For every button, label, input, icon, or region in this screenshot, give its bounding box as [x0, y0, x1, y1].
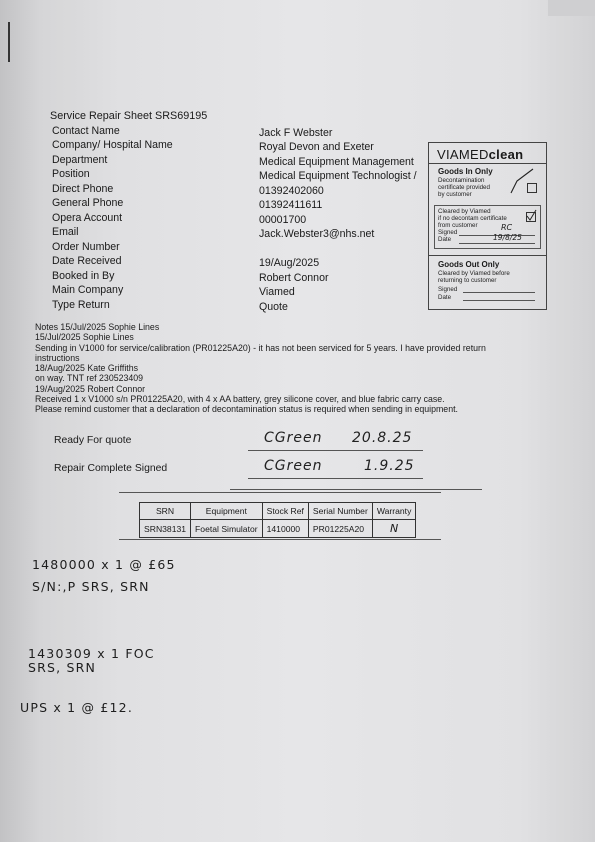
field-value: Robert Connor [259, 271, 329, 284]
table-row [140, 520, 416, 538]
divider [429, 255, 546, 256]
field-value: Jack.Webster3@nhs.net [259, 228, 375, 240]
goods-out-date-label: Date [438, 294, 452, 301]
notes-block [35, 322, 486, 415]
field-value: 01392402060 [259, 184, 324, 197]
table-cell: N [372, 520, 416, 538]
ready-for-quote-signature: CGreen [264, 430, 323, 446]
field-label: Direct Phone [52, 182, 114, 195]
divider [429, 163, 546, 164]
field-value: 19/Aug/2025 [259, 257, 320, 269]
cleared-date-label: Date [438, 236, 452, 243]
field-label: Date Received [52, 255, 122, 267]
note-line: 18/Aug/2025 Kate Griffiths [35, 363, 139, 374]
cleared-text-2: if no decontam certificate [438, 215, 507, 222]
repair-complete-signature: CGreen [264, 458, 323, 474]
cleared-text-3: from customer [438, 222, 478, 229]
note-line: on way. TNT ref 230523409 [35, 373, 144, 384]
goods-out-signed-line [463, 292, 535, 293]
binder-mark [8, 22, 10, 62]
ready-signature-line [248, 450, 423, 451]
field-value: 01392411611 [259, 199, 323, 211]
signed-date: 19/8/25 [493, 233, 522, 242]
field-label: Email [52, 226, 79, 238]
viamed-clean-box [428, 142, 547, 310]
section-rule [230, 489, 482, 490]
table-cell: PR01225A20 [308, 520, 372, 538]
goods-in-title: Goods In Only [438, 167, 493, 176]
note-line: instructions [35, 352, 80, 363]
field-label: General Phone [52, 197, 124, 209]
note-line: 19/Aug/2025 Robert Connor [35, 383, 146, 394]
table-cell: SRN38131 [140, 520, 191, 538]
field-value: Royal Devon and Exeter [259, 141, 374, 153]
signed-initials: RC [501, 223, 513, 232]
column-header: Stock Ref [262, 503, 308, 520]
field-label: Department [52, 153, 108, 166]
goods-in-text-1: Decontamination [438, 177, 485, 184]
column-header: Serial Number [308, 503, 372, 520]
goods-out-text-2: returning to customer [438, 277, 497, 284]
repair-complete-date: 1.9.25 [364, 458, 415, 474]
goods-out-date-line [463, 300, 535, 301]
goods-out-signed-label: Signed [438, 286, 458, 293]
pen-tick-mark [509, 167, 535, 197]
goods-in-text-2: certificate provided [438, 184, 490, 191]
cleared-text-1: Cleared by Viamed [438, 208, 491, 215]
table-cell: 1410000 [262, 520, 308, 538]
field-value: Medical Equipment Management [259, 155, 414, 168]
cleared-signed-label: Signed [438, 229, 458, 236]
field-label: Order Number [52, 240, 120, 253]
sheet-title: Service Repair Sheet SRS69195 [50, 110, 208, 122]
field-label: Position [52, 168, 90, 180]
note-line: Received 1 x V1000 s/n PR01225A20, with 4 x AA battery, grey silicone cover, and blue fabric carry case. [35, 394, 445, 405]
handwritten-line-3: 1430309 x 1 FOC [28, 646, 155, 661]
note-line: 15/Jul/2025 Sophie Lines [35, 332, 134, 343]
field-value: 00001700 [259, 213, 307, 226]
date-line [459, 243, 535, 244]
handwritten-line-4: SRS, SRN [28, 660, 97, 675]
note-line: Please remind customer that a declaration of decontamination status is required when sending in equipment. [35, 404, 458, 415]
goods-out-title: Goods Out Only [438, 260, 500, 269]
table-header-row [140, 503, 416, 520]
field-value: Quote [259, 300, 288, 313]
field-label: Company/ Hospital Name [52, 139, 173, 151]
goods-in-text-3: by customer [438, 191, 472, 198]
column-header: SRN [140, 503, 191, 520]
column-header: Warranty [372, 503, 416, 520]
viamed-clean-logo: VIAMEDclean [437, 147, 524, 162]
scan-edge [548, 0, 595, 16]
field-label: Contact Name [52, 124, 120, 137]
note-line: Notes 15/Jul/2025 Sophie Lines [35, 322, 160, 332]
note-line: Sending in V1000 for service/calibration (PR01225A20) - it has not been serviced for 5 years. I have provided return [35, 342, 486, 353]
repair-complete-label: Repair Complete Signed [54, 463, 168, 474]
column-header: Equipment [191, 503, 263, 520]
ready-for-quote-label: Ready For quote [54, 435, 132, 446]
equipment-table [139, 502, 416, 538]
ready-for-quote-date: 20.8.25 [352, 430, 413, 446]
field-label: Opera Account [52, 211, 123, 224]
table-cell: Foetal Simulator [191, 520, 263, 538]
handwritten-line-5: UPS x 1 @ £12. [20, 700, 133, 715]
handwritten-line-2: S/N:,P SRS, SRN [32, 579, 150, 594]
field-label: Booked in By [52, 269, 115, 282]
field-value: Viamed [259, 286, 295, 298]
field-value: Medical Equipment Technologist / [259, 170, 417, 182]
field-label: Type Return [52, 298, 110, 311]
field-value: Jack F Webster [259, 126, 333, 139]
repair-signature-line [248, 478, 423, 479]
field-label: Main Company [52, 284, 124, 296]
cleared-tick-mark [524, 208, 538, 222]
handwritten-line-1: 1480000 x 1 @ £65 [32, 557, 176, 572]
goods-out-text-1: Cleared by Viamed before [438, 270, 510, 277]
